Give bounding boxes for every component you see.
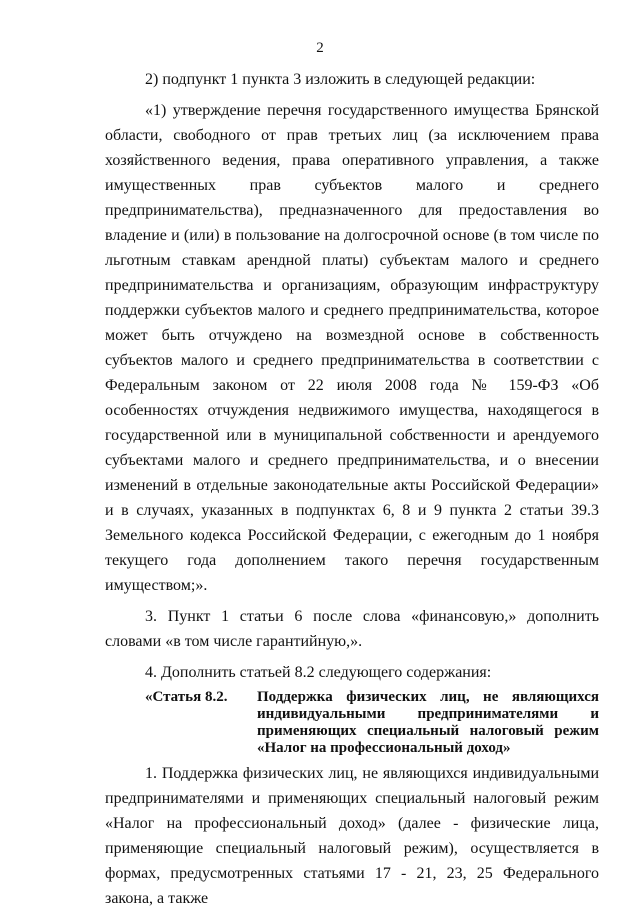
document-body bbox=[105, 67, 599, 911]
paragraph-subpoint-1-text: «1) утверждение перечня государственного имущества Брянской области, свободного от прав третьих лиц (за исключением права хозяйственного ведения, права оперативного управления, а также имущественных прав субъектов малого и среднего предпринимательства), предназначенного для предоставления во владение и (или) в пользование на долгосрочной основе (в том числе по льготным ставкам арендной платы) субъектам малого и среднего предпринимательства и организациям, образующим инфраструктуру поддержки субъектов малого и среднего предпринимательства, которое может быть отчуждено на возмездной основе в собственность субъектов малого и среднего предпринимательства в соответствии с Федеральным законом от 22 июля 2008 года № 159-ФЗ «Об особенностях отчуждения недвижимого имущества, находящегося в государственной или в муниципальной собственности и арендуемого субъектами малого и среднего предпринимательства, и о внесении изменений в отдельные законодательные акты Российской Федерации» и в случаях, указанных в подпунктах 6, 8 и 9 пункта 2 статьи 39.3 Земельного кодекса Российской Федерации, с ежегодным до 1 ноября текущего года дополнением такого перечня государственным имуществом;». bbox=[105, 102, 599, 594]
article-title: Поддержка физических лиц, не являющихся индивидуальными предпринимателями и применяющих специальный налоговый режим «Налог на профессиональный доход» bbox=[257, 689, 599, 756]
paragraph-article-point-1: 1. Поддержка физических лиц, не являющихся индивидуальными предпринимателями и применяющих специальный налоговый режим «Налог на профессиональный доход» (далее - физические лица, применяющие специальный налоговый режим), осуществляется в формах, предусмотренных статьями 17 - 21, 23, 25 Федерального закона, а также bbox=[105, 765, 599, 907]
article-number: «Статья 8.2. bbox=[145, 689, 228, 705]
paragraph-point-3: 3. Пункт 1 статьи 6 после слова «финансовую,» дополнить словами «в том числе гарантийную,». bbox=[105, 608, 599, 650]
page-number: 2 bbox=[316, 40, 324, 56]
paragraph-subpoint-2: 2) подпункт 1 пункта 3 изложить в следующей редакции: bbox=[145, 71, 536, 88]
paragraph-point-4: 4. Дополнить статьей 8.2 следующего содержания: bbox=[145, 664, 492, 681]
article-heading bbox=[145, 689, 599, 757]
